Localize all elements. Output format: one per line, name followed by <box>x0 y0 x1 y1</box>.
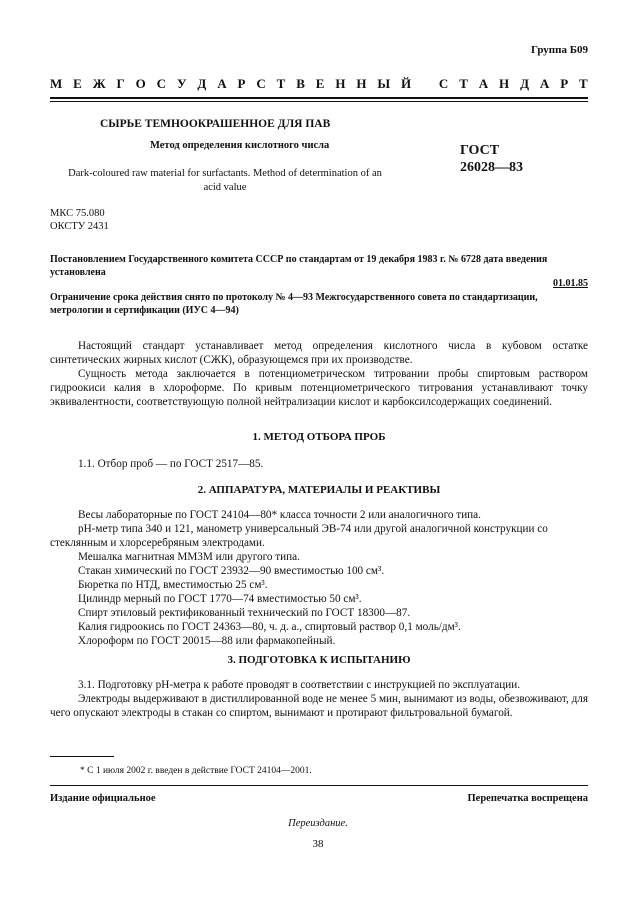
mks-code: МКС 75.080 <box>50 208 105 219</box>
group-code: Группа Б09 <box>531 44 588 56</box>
banner-letter: А <box>478 76 489 91</box>
equipment-item: Бюретка по НТД, вместимостью 25 см³. <box>78 579 268 591</box>
resolution-text: Постановлением Государственного комитета СССР по стандартам от 19 декабря 1983 г. № 6728 дата введения установлена <box>50 254 548 278</box>
header-rule-thin <box>50 101 588 102</box>
document-subtitle: Метод определения кислотного числа <box>150 140 330 151</box>
banner-letter: Н <box>499 76 510 91</box>
banner-letter: Р <box>237 76 246 91</box>
official-edition-label: Издание официальное <box>50 793 156 804</box>
banner-letter: Н <box>335 76 346 91</box>
banner-letter: Т <box>579 76 588 91</box>
equipment-item: Весы лабораторные по ГОСТ 24104—80* класса точности 2 или аналогичного типа. <box>78 509 481 521</box>
banner-letter: С <box>256 76 266 91</box>
section-2-heading: 2. АППАРАТУРА, МАТЕРИАЛЫ И РЕАКТИВЫ <box>197 484 441 496</box>
footnote: * С 1 июля 2002 г. введен в действие ГОСТ 24104—2001. <box>80 766 312 776</box>
banner-letter: Е <box>73 76 82 91</box>
banner-letter: Г <box>116 76 125 91</box>
banner-letter: Д <box>520 76 530 91</box>
banner-letter: Ы <box>377 76 391 91</box>
banner-letter: В <box>296 76 305 91</box>
gost-number <box>460 142 523 176</box>
document-title: СЫРЬЕ ТЕМНООКРАШЕННОЕ ДЛЯ ПАВ <box>100 118 331 130</box>
okstu-code: ОКСТУ 2431 <box>50 221 109 232</box>
banner-letter: Ж <box>92 76 106 91</box>
section-1-heading: 1. МЕТОД ОТБОРА ПРОБ <box>252 431 386 443</box>
reprint-note: Переиздание. <box>288 818 348 829</box>
reprint-prohibited-label: Перепечатка воспрещена <box>467 793 588 804</box>
banner-letter: У <box>176 76 187 91</box>
intro-paragraph: Настоящий стандарт устанавливает метод определения кислотного числа в кубовом остатке синтетических жирных кислот (СЖК), образующемся при их производстве. <box>50 340 588 366</box>
banner-letter <box>422 76 428 92</box>
header-rule-thick <box>50 97 588 99</box>
intro-section <box>50 339 588 409</box>
restriction-text: Ограничение срока действия снято по протоколу № 4—93 Межгосударственного совета по стандартизации, метрологии и сертификации (ИУС 4—94) <box>50 292 538 316</box>
banner-letter: А <box>539 76 550 91</box>
equipment-item: Спирт этиловый ректификованный технический по ГОСТ 18300—87. <box>78 607 411 619</box>
section-3-paragraph: 3.1. Подготовку рН-метра к работе проводят в соответствии с инструкцией по эксплуатации. <box>78 679 521 691</box>
gost-label: ГОСТ <box>460 143 500 158</box>
section-3-heading: 3. ПОДГОТОВКА К ИСПЫТАНИЮ <box>227 654 411 666</box>
equipment-item: Мешалка магнитная ММ3М или другого типа. <box>78 551 300 563</box>
banner-letter: С <box>438 76 449 91</box>
footnote-rule <box>50 756 114 757</box>
banner-letter: Р <box>560 76 569 91</box>
banner-letter: Т <box>276 76 286 91</box>
banner-letter: А <box>217 76 227 91</box>
banner-letter: Й <box>401 76 412 91</box>
banner-letter: С <box>156 76 167 91</box>
section-2-list <box>50 508 588 648</box>
equipment-item: Цилиндр мерный по ГОСТ 1770—74 вместимостью 50 см³. <box>78 593 362 605</box>
section-1-paragraph: 1.1. Отбор проб — по ГОСТ 2517—85. <box>78 458 264 470</box>
interstate-standard-banner <box>50 76 588 92</box>
section-3-paragraph: Электроды выдерживают в дистиллированной воде не менее 5 мин, вынимают из воды, обезвоживают, для чего опускают электроды в стакан со спиртом, вынимают и протирают фильтровальной бумагой. <box>50 693 588 719</box>
banner-letter: Е <box>315 76 325 91</box>
classification-codes <box>50 207 109 233</box>
banner-letter: Д <box>197 76 207 91</box>
banner-letter: М <box>50 76 63 91</box>
section-1-body <box>50 457 588 471</box>
banner-letter: Т <box>459 76 468 91</box>
equipment-item: рН-метр типа 340 и 121, манометр универсальный ЭВ-74 или другой аналогичной конструкции со стеклянным и хлорсеребряным электродами. <box>50 523 548 549</box>
english-title: Dark-coloured raw material for surfactants. Method of determination of an acid value <box>68 168 382 193</box>
introduction-date: 01.01.85 <box>553 278 588 289</box>
gost-code: 26028—83 <box>460 160 523 175</box>
intro-paragraph: Сущность метода заключается в потенциометрическом титровании пробы спиртовым раствором гидроокиси калия в хлороформе. По кривым потенциометрического титрования устанавливают точку эквивалентности, соответствующую полной нейтрализации кислот и карбоксилсодержащих соединений. <box>50 368 588 408</box>
page-number: 38 <box>312 838 324 850</box>
equipment-item: Стакан химический по ГОСТ 23932—90 вместимостью 100 см³. <box>78 565 385 577</box>
section-3-body <box>50 678 588 720</box>
equipment-item: Хлороформ по ГОСТ 20015—88 или фармакопейный. <box>78 635 336 647</box>
banner-letter: Н <box>356 76 367 91</box>
equipment-item: Калия гидроокись по ГОСТ 24363—80, ч. д. а., спиртовый раствор 0,1 моль/дм³. <box>78 621 461 633</box>
footer-rule <box>50 785 588 786</box>
banner-letter: О <box>135 76 146 91</box>
